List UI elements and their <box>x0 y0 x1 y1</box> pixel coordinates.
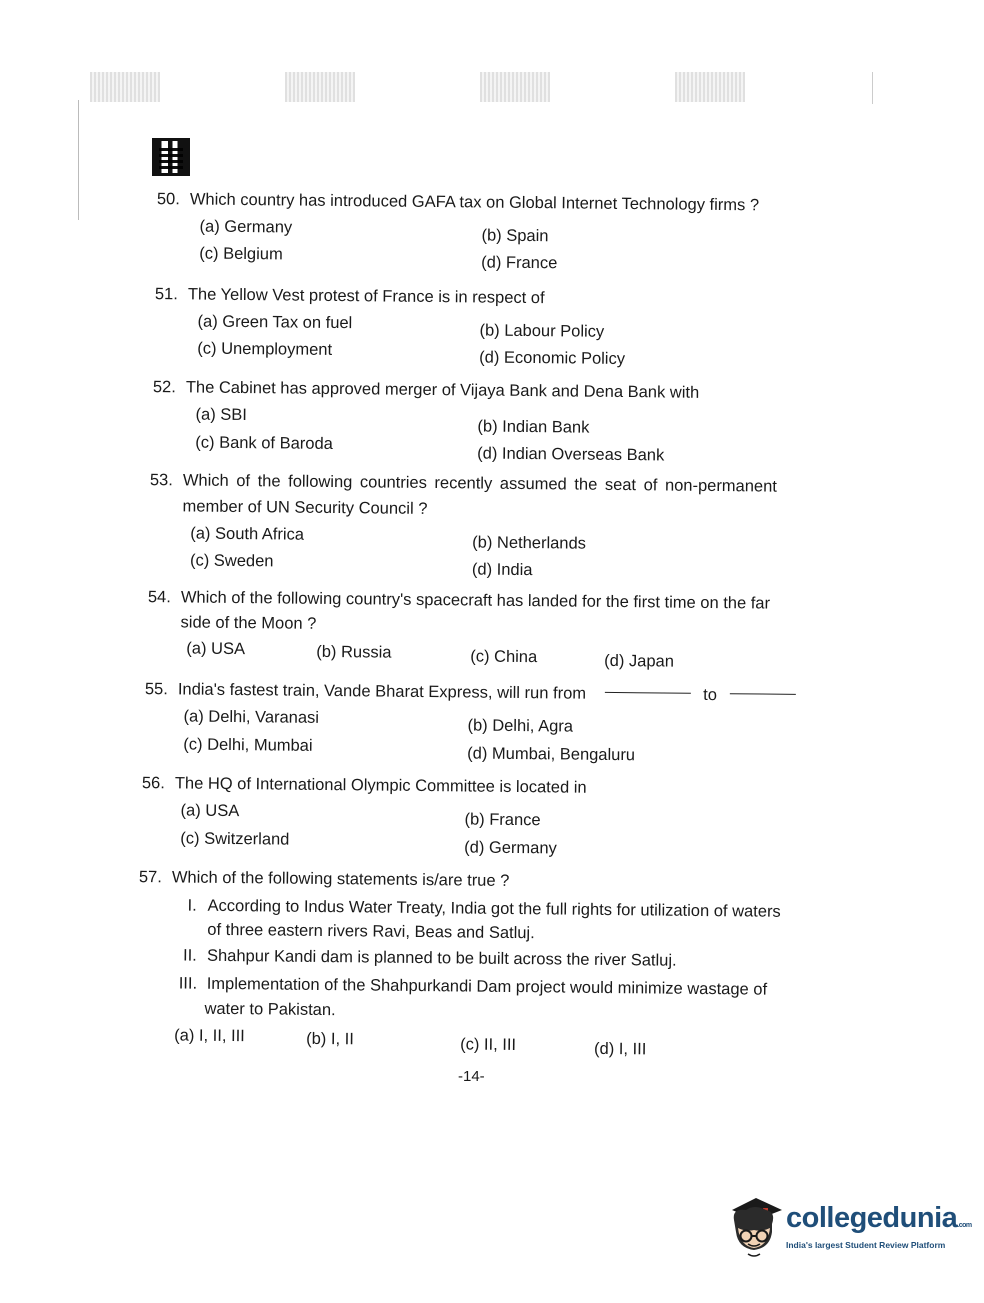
question-text: The HQ of International Olympic Committee is located in <box>174 774 587 797</box>
option-d: (d) Economic Policy <box>479 348 626 368</box>
statement-label: II. <box>182 946 197 965</box>
option-b: (b) Spain <box>481 226 549 246</box>
question-number: 54. <box>147 588 171 607</box>
scan-artifact <box>675 72 745 102</box>
statement-label: I. <box>187 896 197 915</box>
statement-text: Shahpur Kandi dam is planned to be built across the river Satluj. <box>206 946 677 970</box>
collegedunia-logo <box>726 1196 972 1260</box>
option-d: (d) Mumbai, Bengaluru <box>467 744 636 765</box>
question-number: 55. <box>144 680 168 699</box>
option-b: (b) Labour Policy <box>479 321 605 341</box>
scan-artifact <box>480 72 550 102</box>
qr-code-icon <box>152 138 190 176</box>
option-d: (d) Germany <box>464 838 557 858</box>
option-c: (c) China <box>470 647 538 667</box>
option-a: (a) Green Tax on fuel <box>197 312 353 333</box>
statement-text: According to Indus Water Treaty, India got the full rights for utilization of waters <box>207 896 781 921</box>
margin-line <box>78 100 79 220</box>
option-c: (c) Bank of Baroda <box>195 433 333 453</box>
question-number: 56. <box>141 774 165 793</box>
statement-text-cont: water to Pakistan. <box>204 999 336 1020</box>
question-text: Which country has introduced GAFA tax on Global Internet Technology firms ? <box>189 190 760 215</box>
question-number: 51. <box>154 285 178 304</box>
option-c: (c) Switzerland <box>180 829 290 849</box>
question-number: 50. <box>156 190 180 209</box>
logo-tagline: India's largest Student Review Platform <box>786 1240 946 1250</box>
option-b: (b) Russia <box>316 642 392 662</box>
page-number: -14- <box>458 1068 485 1085</box>
question-text: The Cabinet has approved merger of Vijaya Bank and Dena Bank with <box>185 378 700 402</box>
scan-artifact <box>90 72 160 102</box>
logo-name: collegedunia <box>786 1202 958 1234</box>
question-54 <box>140 585 811 682</box>
logo-wordmark <box>786 1202 972 1235</box>
question-number: 52. <box>152 378 176 397</box>
option-b: (b) I, II <box>306 1029 354 1049</box>
margin-line <box>872 72 873 104</box>
question-text-line-2: side of the Moon ? <box>180 613 317 633</box>
option-b: (b) Indian Bank <box>477 417 590 437</box>
question-text-main: India's fastest train, Vande Bharat Express, will run from <box>177 680 587 703</box>
question-number: 57. <box>138 868 162 887</box>
question-number: 53. <box>149 471 173 490</box>
connector-word: to <box>703 685 718 705</box>
option-a: (a) Delhi, Varanasi <box>183 707 320 727</box>
option-b: (b) Netherlands <box>472 533 587 553</box>
scan-artifact <box>285 72 355 102</box>
option-a: (a) Germany <box>199 217 293 237</box>
option-d: (d) India <box>471 560 533 580</box>
option-c: (c) II, III <box>460 1035 517 1055</box>
option-c: (c) Sweden <box>189 551 274 571</box>
option-a: (a) SBI <box>195 405 248 425</box>
option-a: (a) South Africa <box>190 524 305 544</box>
logo-suffix: .com <box>957 1222 972 1229</box>
statement-text-cont: of three eastern rivers Ravi, Beas and Satluj. <box>207 920 535 943</box>
question-52 <box>145 375 806 472</box>
question-text: The Yellow Vest protest of France is in respect of <box>187 285 545 308</box>
question-text-line-1: Which of the following country's spacecraft has landed for the first time on the far <box>180 588 771 613</box>
statement-label: III. <box>178 974 198 993</box>
option-d: (d) I, III <box>594 1039 647 1059</box>
option-c: (c) Delhi, Mumbai <box>183 735 313 755</box>
question-text-line-1: Which of the following countries recently assumed the seat of non-permanent <box>182 471 777 496</box>
fill-blank <box>605 692 691 694</box>
option-a: (a) I, II, III <box>174 1026 245 1046</box>
question-57 <box>130 865 822 1062</box>
graduate-mascot-icon <box>726 1196 784 1260</box>
question-text: Which of the following statements is/are true ? <box>171 868 510 890</box>
option-d: (d) Indian Overseas Bank <box>477 444 665 465</box>
option-c: (c) Unemployment <box>197 339 333 359</box>
question-text <box>178 677 818 708</box>
question-53 <box>142 468 813 585</box>
option-a: (a) USA <box>186 639 246 659</box>
option-b: (b) France <box>464 810 541 830</box>
option-a: (a) USA <box>180 801 240 821</box>
question-55 <box>137 677 818 774</box>
option-c: (c) Belgium <box>199 244 283 264</box>
question-50 <box>149 187 810 284</box>
option-b: (b) Delhi, Agra <box>467 716 574 736</box>
fill-blank <box>730 693 796 695</box>
option-d: (d) Japan <box>604 651 675 671</box>
statement-text: Implementation of the Shahpurkandi Dam project would minimize wastage of <box>206 974 768 999</box>
option-d: (d) France <box>481 253 558 273</box>
question-text-line-2: member of UN Security Council ? <box>182 497 428 518</box>
question-56 <box>134 771 815 868</box>
question-51 <box>147 282 808 379</box>
